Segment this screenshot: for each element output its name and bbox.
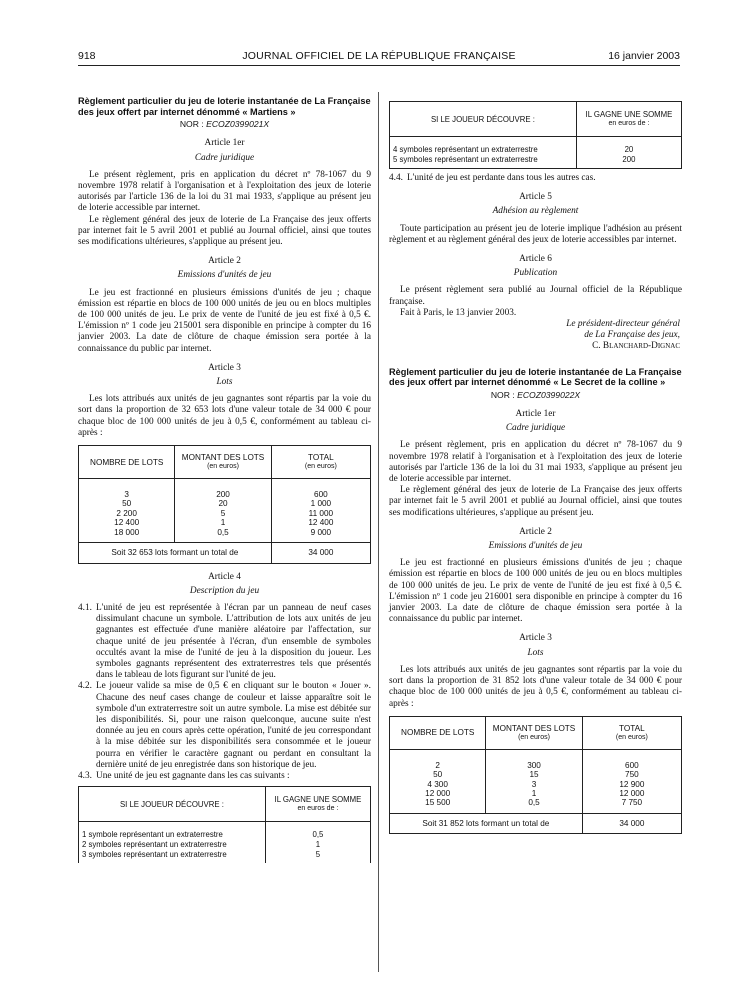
article-subtitle: Description du jeu xyxy=(189,585,260,596)
table-row: 4 300 3 12 900 xyxy=(390,780,682,789)
table-row: 18 000 0,5 9 000 xyxy=(79,528,371,543)
total-value: 34 000 xyxy=(271,543,370,563)
nor-label: NOR : xyxy=(179,119,204,130)
done-at: Fait à Paris, le 13 janvier 2003. xyxy=(400,307,517,318)
right-column xyxy=(389,101,682,834)
table-row: 1 symbole représentant un extraterrestre 0,5 xyxy=(79,822,371,841)
winning-symbols-table-continued xyxy=(389,101,682,169)
column-header: MONTANT DES LOTS (en euros) xyxy=(486,716,582,749)
paragraph: Toute participation au présent jeu de loterie implique l'adhésion au présent règlement et au règlement général des jeux de loterie accessibles par internet. xyxy=(389,223,682,245)
signatory-title: Le président-directeur général xyxy=(566,319,680,330)
table-row: 12 400 1 12 400 xyxy=(79,518,371,527)
table-row: 50 15 750 xyxy=(390,770,682,779)
numbered-list xyxy=(389,173,682,184)
column-header: SI LE JOUEUR DÉCOUVRE : xyxy=(390,102,577,137)
paragraph: Les lots attribués aux unités de jeu gagnantes sont répartis par la voie du sort dans la proportion de 32 653 lots d'une valeur totale de 34 000 € pour chaque bloc de 100 000 unités de jeu à 0,5 €, conformément au tableau ci-après : xyxy=(78,394,371,438)
paragraph: Le règlement général des jeux de loterie de La Française des jeux offerts par internet fait le 5 avril 2001 et publié au Journal officiel, ainsi que toutes ses modifications ultérieures, s'applique au présent jeu. xyxy=(389,485,682,518)
article-subtitle: Cadre juridique xyxy=(194,152,255,163)
page-number: 918 xyxy=(78,50,96,62)
article-heading: Article 2 xyxy=(208,256,241,267)
article-subtitle: Emissions d'unités de jeu xyxy=(488,541,583,552)
article-heading: Article 6 xyxy=(519,254,552,265)
numbered-list xyxy=(78,603,371,782)
list-item: 4.1. L'unité de jeu est représentée à l'écran par un panneau de neuf cases dissimulant chacune un symbole. L'attribution de lots aux unités de jeu gagnantes est effectuée d'une manière aléatoire par l'affectation, sur chaque unité de jeu présentée à l'écran, d'un ensemble de symboles occultés avant la mise de l'unité de jeu à la disposition du joueur. Les symboles gagnants représentent des extraterrestres tels que présentés dans le tableau de lots figurant sur l'unité de jeu. xyxy=(78,602,371,681)
total-value: 34 000 xyxy=(582,813,681,833)
prize-table xyxy=(78,445,371,563)
paragraph: Le jeu est fractionné en plusieurs émissions d'unités de jeu ; chaque émission est répartie en blocs de 100 000 unités de jeu ou en blocs multiples de 100 000 unités de jeu. Le prix de vente de l'unité de jeu est fixé à 0,5 €. L'émission nº 1 code jeu 216001 sera disponible en principe à compter du 16 janvier 2003. La date de clôture de chaque émission sera portée à la connaissance du public par internet. xyxy=(389,558,682,625)
table-total-row xyxy=(390,813,682,833)
decree-title: Règlement particulier du jeu de loterie instantanée de La Française des jeux offert par internet dénommé « Martiens » xyxy=(78,96,371,117)
article-heading: Article 3 xyxy=(208,362,241,373)
column-header: IL GAGNE UNE SOMME en euros de : xyxy=(265,787,370,822)
nor-code: ECOZ0399022X xyxy=(517,389,581,400)
column-header: TOTAL (en euros) xyxy=(582,716,681,749)
article-subtitle: Emissions d'unités de jeu xyxy=(177,270,272,281)
journal-title: JOURNAL OFFICIEL DE LA RÉPUBLIQUE FRANÇAISE xyxy=(242,50,516,62)
column-divider xyxy=(378,92,379,972)
paragraph: Le règlement général des jeux de loterie de La Française des jeux offerts par internet fait le 5 avril 2001 et publié au Journal officiel, ainsi que toutes ses modifications ultérieures, s'applique au présent jeu. xyxy=(78,214,371,248)
table-row: 50 20 1 000 xyxy=(79,499,371,508)
nor-reference xyxy=(78,119,371,130)
total-label: Soit 31 852 lots formant un total de xyxy=(390,813,583,833)
column-header: TOTAL (en euros) xyxy=(271,446,370,479)
issue-date: 16 janvier 2003 xyxy=(608,50,680,62)
paragraph: Les lots attribués aux unités de jeu gagnantes sont répartis par la voie du sort dans la proportion de 31 852 lots d'une valeur totale de 34 000 € pour chaque bloc de 100 000 unités de jeu à 0,5 €, conformément au tableau ci-après : xyxy=(389,664,682,709)
column-header: MONTANT DES LOTS (en euros) xyxy=(175,446,271,479)
table-row: 4 symboles représentant un extraterrestre 20 xyxy=(390,137,682,156)
header-rule xyxy=(78,65,680,66)
article-subtitle: Lots xyxy=(527,647,544,658)
total-label: Soit 32 653 lots formant un total de xyxy=(79,543,272,563)
article-subtitle: Lots xyxy=(216,377,233,388)
article-subtitle: Adhésion au règlement xyxy=(492,206,579,217)
table-row: 2 300 600 xyxy=(390,749,682,770)
paragraph: Le jeu est fractionné en plusieurs émissions d'unités de jeu ; chaque émission est répartie en blocs de 100 000 unités de jeu ou en blocs multiples de 100 000 unités de jeu. Le prix de vente de l'unité de jeu est fixé à 0,5 €. L'émission nº 1 code jeu 215001 sera disponible en principe à compter du 16 janvier 2003. La date de clôture de chaque émission sera portée à la connaissance du public par internet. xyxy=(78,287,371,354)
table-row: 3 200 600 xyxy=(79,479,371,500)
signatory-organisation: de La Française des jeux, xyxy=(584,330,680,341)
nor-code: ECOZ0399021X xyxy=(206,119,270,130)
article-subtitle: Cadre juridique xyxy=(505,423,566,434)
decree-title: Règlement particulier du jeu de loterie instantanée de La Française des jeux offert par internet dénommé « Le Secret de la colline » xyxy=(389,366,682,388)
article-heading: Article 2 xyxy=(519,526,552,537)
running-header xyxy=(78,50,680,66)
list-item: 4.3. Une unité de jeu est gagnante dans les cas suivants : xyxy=(78,770,290,781)
nor-label: NOR : xyxy=(490,389,515,400)
table-row: 2 symboles représentant un extraterrestre 1 xyxy=(79,840,371,850)
column-header: SI LE JOUEUR DÉCOUVRE : xyxy=(79,787,266,822)
table-row: 2 200 5 11 000 xyxy=(79,509,371,518)
table-row: 15 500 0,5 7 750 xyxy=(390,798,682,813)
list-item: 4.2. Le joueur valide sa mise de 0,5 € en cliquant sur le bouton « Jouer ». Chacune des neuf cases change de couleur et laisse apparaître soit le symbole d'un extraterrestre soit un autre symbole. La mise est débitée sur les disponibilités. Si, pour une raison quelconque, aucune suite n'est donnée au jeu en cours après cette opération, l'unité de jeu correspondant à la mise débitée sur les disponibilités sera consommée et le joueur pourra en vérifier le caractère gagnant ou perdant en consultant la dernière unité de jeu enregistrée dans son historique de jeu. xyxy=(78,681,371,770)
table-row: 12 000 1 12 000 xyxy=(390,789,682,798)
article-heading: Article 1er xyxy=(204,138,245,149)
winning-symbols-table xyxy=(78,786,371,863)
list-item: 4.4. L'unité de jeu est perdante dans tous les autres cas. xyxy=(389,173,596,183)
left-column xyxy=(78,96,371,867)
paragraph: Le présent règlement sera publié au Journal officiel de la République française. xyxy=(389,285,682,307)
article-heading: Article 3 xyxy=(519,633,552,644)
paragraph: Le présent règlement, pris en application du décret nº 78-1067 du 9 novembre 1978 relatif à l'organisation et à l'exploitation des jeux de loterie autorisés par l'article 136 de la loi du 31 mai 1933, s'applique au présent jeu de loterie accessible par internet. xyxy=(389,440,682,485)
article-heading: Article 1er xyxy=(515,409,556,420)
column-header: NOMBRE DE LOTS xyxy=(390,716,486,749)
nor-reference xyxy=(389,390,682,401)
table-row: 3 symboles représentant un extraterrestre 5 xyxy=(79,850,371,863)
prize-table xyxy=(389,716,682,834)
article-heading: Article 4 xyxy=(208,571,241,582)
paragraph: Le présent règlement, pris en application du décret nº 78-1067 du 9 novembre 1978 relatif à l'organisation et à l'exploitation des jeux de loterie autorisés par l'article 136 de la loi du 31 mai 1933, s'applique au présent jeu de loterie accessible par internet. xyxy=(78,169,371,214)
table-row: 5 symboles représentant un extraterrestre 200 xyxy=(390,155,682,169)
column-header: IL GAGNE UNE SOMME en euros de : xyxy=(576,102,681,137)
article-heading: Article 5 xyxy=(519,192,552,203)
signatory-name: C. Blanchard-Dignac xyxy=(592,341,680,352)
table-total-row xyxy=(79,543,371,563)
column-header: NOMBRE DE LOTS xyxy=(79,446,175,479)
article-subtitle: Publication xyxy=(513,268,558,279)
